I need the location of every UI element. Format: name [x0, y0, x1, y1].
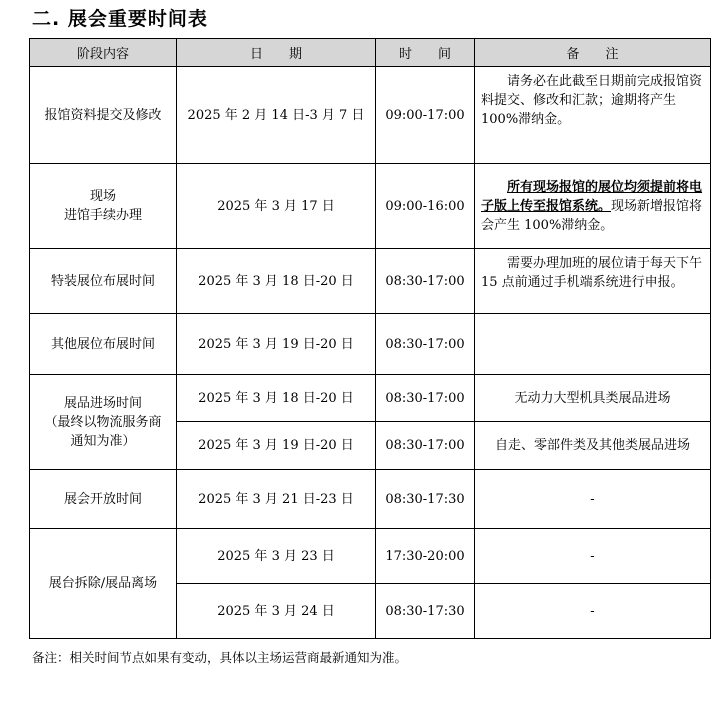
stage-line: 展品进场时间 — [63, 395, 142, 411]
stage-line: （最终以物流服务商 — [44, 414, 162, 430]
date-cell: 2025 年 3 月 18 日-20 日 — [177, 375, 376, 422]
time-cell: 08:30-17:00 — [376, 375, 475, 422]
section-heading: 二. 展会重要时间表 — [32, 8, 208, 30]
table-row — [30, 67, 711, 164]
table-row — [30, 470, 711, 529]
date-cell: 2025 年 3 月 19 日-20 日 — [177, 314, 376, 375]
stage-line: 进馆手续办理 — [63, 208, 142, 223]
note-text: 现场新增报馆将会产生 100%滞纳金。 — [481, 198, 703, 233]
table-row — [30, 529, 711, 584]
table-row — [30, 314, 711, 375]
time-cell: 08:30-17:30 — [376, 470, 475, 529]
stage-cell: 展台拆除/展品离场 — [30, 529, 177, 639]
note-cell — [475, 67, 711, 164]
stage-cell: 特装展位布展时间 — [30, 249, 177, 314]
table-row — [30, 375, 711, 422]
footnote: 备注：相关时间节点如果有变动，具体以主场运营商最新通知为准。 — [32, 650, 408, 665]
date-cell: 2025 年 3 月 18 日-20 日 — [177, 249, 376, 314]
stage-line: 现场 — [89, 189, 116, 204]
header-stage: 阶段内容 — [30, 39, 177, 67]
note-text: 需要办理加班的展位请于每天下午 15 点前通过手机端系统进行申报。 — [481, 256, 703, 290]
note-emphasis: 所有现场报馆的展位均须提前将电子版上传至报馆系统。 — [481, 179, 703, 214]
header-time: 时 间 — [376, 39, 475, 67]
date-cell: 2025 年 3 月 24 日 — [177, 584, 376, 639]
stage-cell — [30, 164, 177, 249]
date-cell: 2025 年 3 月 19 日-20 日 — [177, 422, 376, 470]
table-row — [30, 249, 711, 314]
date-cell: 2025 年 3 月 17 日 — [177, 164, 376, 249]
table-row — [30, 164, 711, 249]
note-cell: 自走、零部件类及其他类展品进场 — [475, 422, 711, 470]
schedule-table — [29, 38, 711, 639]
stage-cell: 其他展位布展时间 — [30, 314, 177, 375]
date-cell: 2025 年 3 月 21 日-23 日 — [177, 470, 376, 529]
note-text: 请务必在此截至日期前完成报馆资料提交、修改和汇款；逾期将产生 100%滞纳金。 — [481, 74, 703, 127]
time-cell: 08:30-17:00 — [376, 249, 475, 314]
note-cell — [475, 164, 711, 249]
stage-cell: 报馆资料提交及修改 — [30, 67, 177, 164]
header-note: 备 注 — [475, 39, 711, 67]
date-cell: 2025 年 3 月 23 日 — [177, 529, 376, 584]
note-cell — [475, 249, 711, 314]
note-cell — [475, 314, 711, 375]
time-cell: 09:00-17:00 — [376, 67, 475, 164]
time-cell: 08:30-17:00 — [376, 314, 475, 375]
stage-line: 通知为准） — [70, 433, 136, 449]
table-header-row — [30, 39, 711, 67]
stage-cell: 展会开放时间 — [30, 470, 177, 529]
note-cell: - — [475, 584, 711, 639]
time-cell: 08:30-17:00 — [376, 422, 475, 470]
note-cell: - — [475, 470, 711, 529]
time-cell: 08:30-17:30 — [376, 584, 475, 639]
time-cell: 09:00-16:00 — [376, 164, 475, 249]
stage-cell — [30, 375, 177, 470]
date-cell: 2025 年 2 月 14 日-3 月 7 日 — [177, 67, 376, 164]
header-date: 日 期 — [177, 39, 376, 67]
note-cell: - — [475, 529, 711, 584]
time-cell: 17:30-20:00 — [376, 529, 475, 584]
note-cell: 无动力大型机具类展品进场 — [475, 375, 711, 422]
